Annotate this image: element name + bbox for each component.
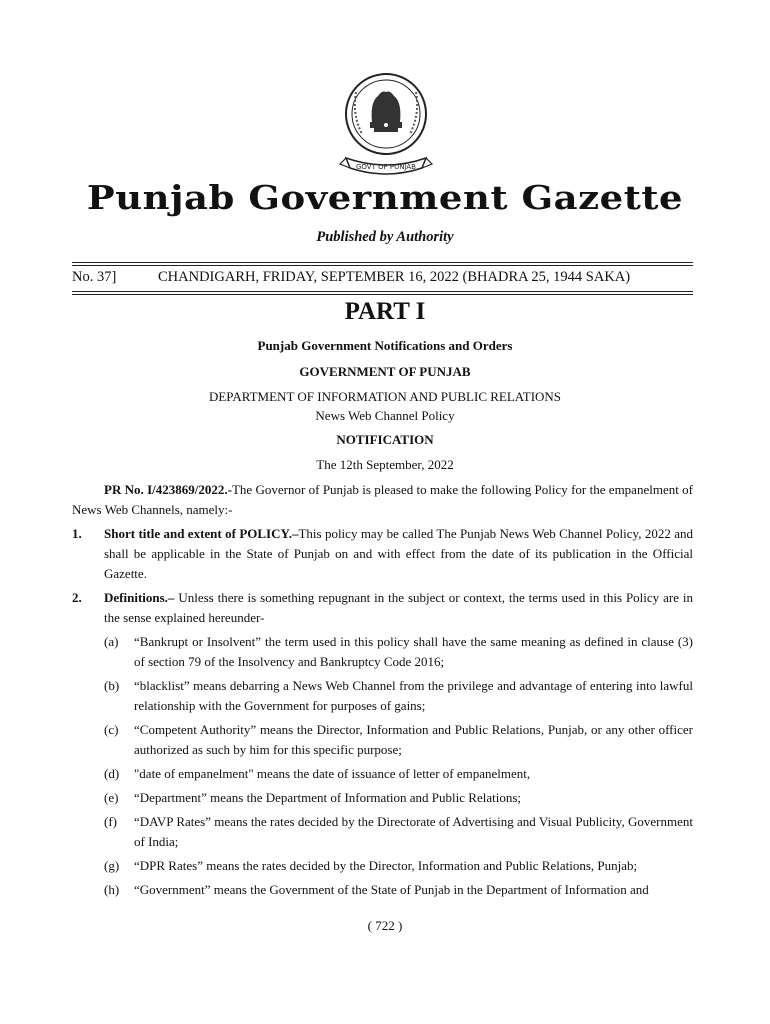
clause-heading: Short title and extent of POLICY.– (104, 526, 299, 541)
state-emblem-seal-icon (336, 72, 436, 184)
department-heading: DEPARTMENT OF INFORMATION AND PUBLIC RELATIONS (208, 389, 562, 404)
definition-text: “Competent Authority” means the Director, Information and Public Relations, Punjab, or any other officer authorized as such by him for this specific purpose; (134, 722, 693, 757)
clause-text: This policy may be called The Punjab News Web Channel Policy, 2022 and shall be applicable in the State of Punjab on and with effect from the date of its publication in the Official Gazette. (104, 526, 693, 581)
clause-2 (104, 588, 693, 628)
clause-1 (104, 524, 693, 584)
clause-heading: Definitions.– (104, 590, 175, 605)
notification-label: NOTIFICATION (336, 432, 434, 447)
definition-label: (e) (104, 790, 119, 805)
definition-label: (g) (104, 858, 120, 873)
definition-text: "date of empanelment" means the date of issuance of letter of empanelment, (134, 766, 531, 781)
part-heading: PART I (344, 298, 426, 325)
issue-number: No. 37] (72, 269, 117, 285)
dateline: CHANDIGARH, FRIDAY, SEPTEMBER 16, 2022 (BHADRA 25, 1944 SAKA) (158, 269, 631, 285)
bottom-rule (72, 291, 693, 292)
clause-number: 2. (72, 590, 82, 605)
bottom-rule-double (72, 294, 693, 295)
preamble-text: The Governor of Punjab is pleased to make the following Policy for the empanelment of News Web Channels, namely:- (72, 482, 693, 517)
top-rule-double (72, 265, 693, 266)
definition-text: “DPR Rates” means the rates decided by the Director, Information and Public Relations, Punjab; (134, 858, 638, 873)
definition-text: “Department” means the Department of Information and Public Relations; (134, 790, 521, 805)
top-rule (72, 262, 693, 263)
clause-number: 1. (72, 526, 82, 541)
page-number: ( 722 ) (367, 918, 403, 933)
government-heading: GOVERNMENT OF PUNJAB (299, 364, 471, 379)
emblem-seal-text: GOVT OF PUNJAB (356, 163, 416, 171)
definition-text: “Bankrupt or Insolvent” the term used in this policy shall have the same meaning as defined in clause (3) of section 79 of the Insolvency and Bankruptcy Code 2016; (134, 634, 693, 669)
definition-label: (b) (104, 678, 120, 693)
definition-text: “blacklist” means debarring a News Web Channel from the privilege and advantage of entering into lawful relationship with the Government for purposes of gains; (134, 678, 693, 713)
definition-label: (c) (104, 722, 119, 737)
definition-label: (d) (104, 766, 120, 781)
notification-date: The 12th September, 2022 (316, 457, 454, 472)
published-by-authority: Published by Authority (316, 229, 454, 245)
preamble-ref: PR No. I/423869/2022.- (104, 482, 232, 497)
definition-text: “Government” means the Government of the State of Punjab in the Department of Information and (134, 882, 649, 897)
definition-label: (h) (104, 882, 120, 897)
definition-label: (a) (104, 634, 119, 649)
preamble (72, 480, 693, 520)
section-heading: Punjab Government Notifications and Orders (257, 338, 513, 353)
definition-label: (f) (104, 814, 117, 829)
definition-text: “DAVP Rates” means the rates decided by the Directorate of Advertising and Visual Publicity, Government of India; (134, 814, 693, 849)
clause-text: Unless there is something repugnant in the subject or context, the terms used in this Policy are in the sense explained hereunder- (104, 590, 693, 625)
policy-name: News Web Channel Policy (315, 408, 455, 423)
gazette-title: Punjab Government Gazette (86, 178, 684, 217)
